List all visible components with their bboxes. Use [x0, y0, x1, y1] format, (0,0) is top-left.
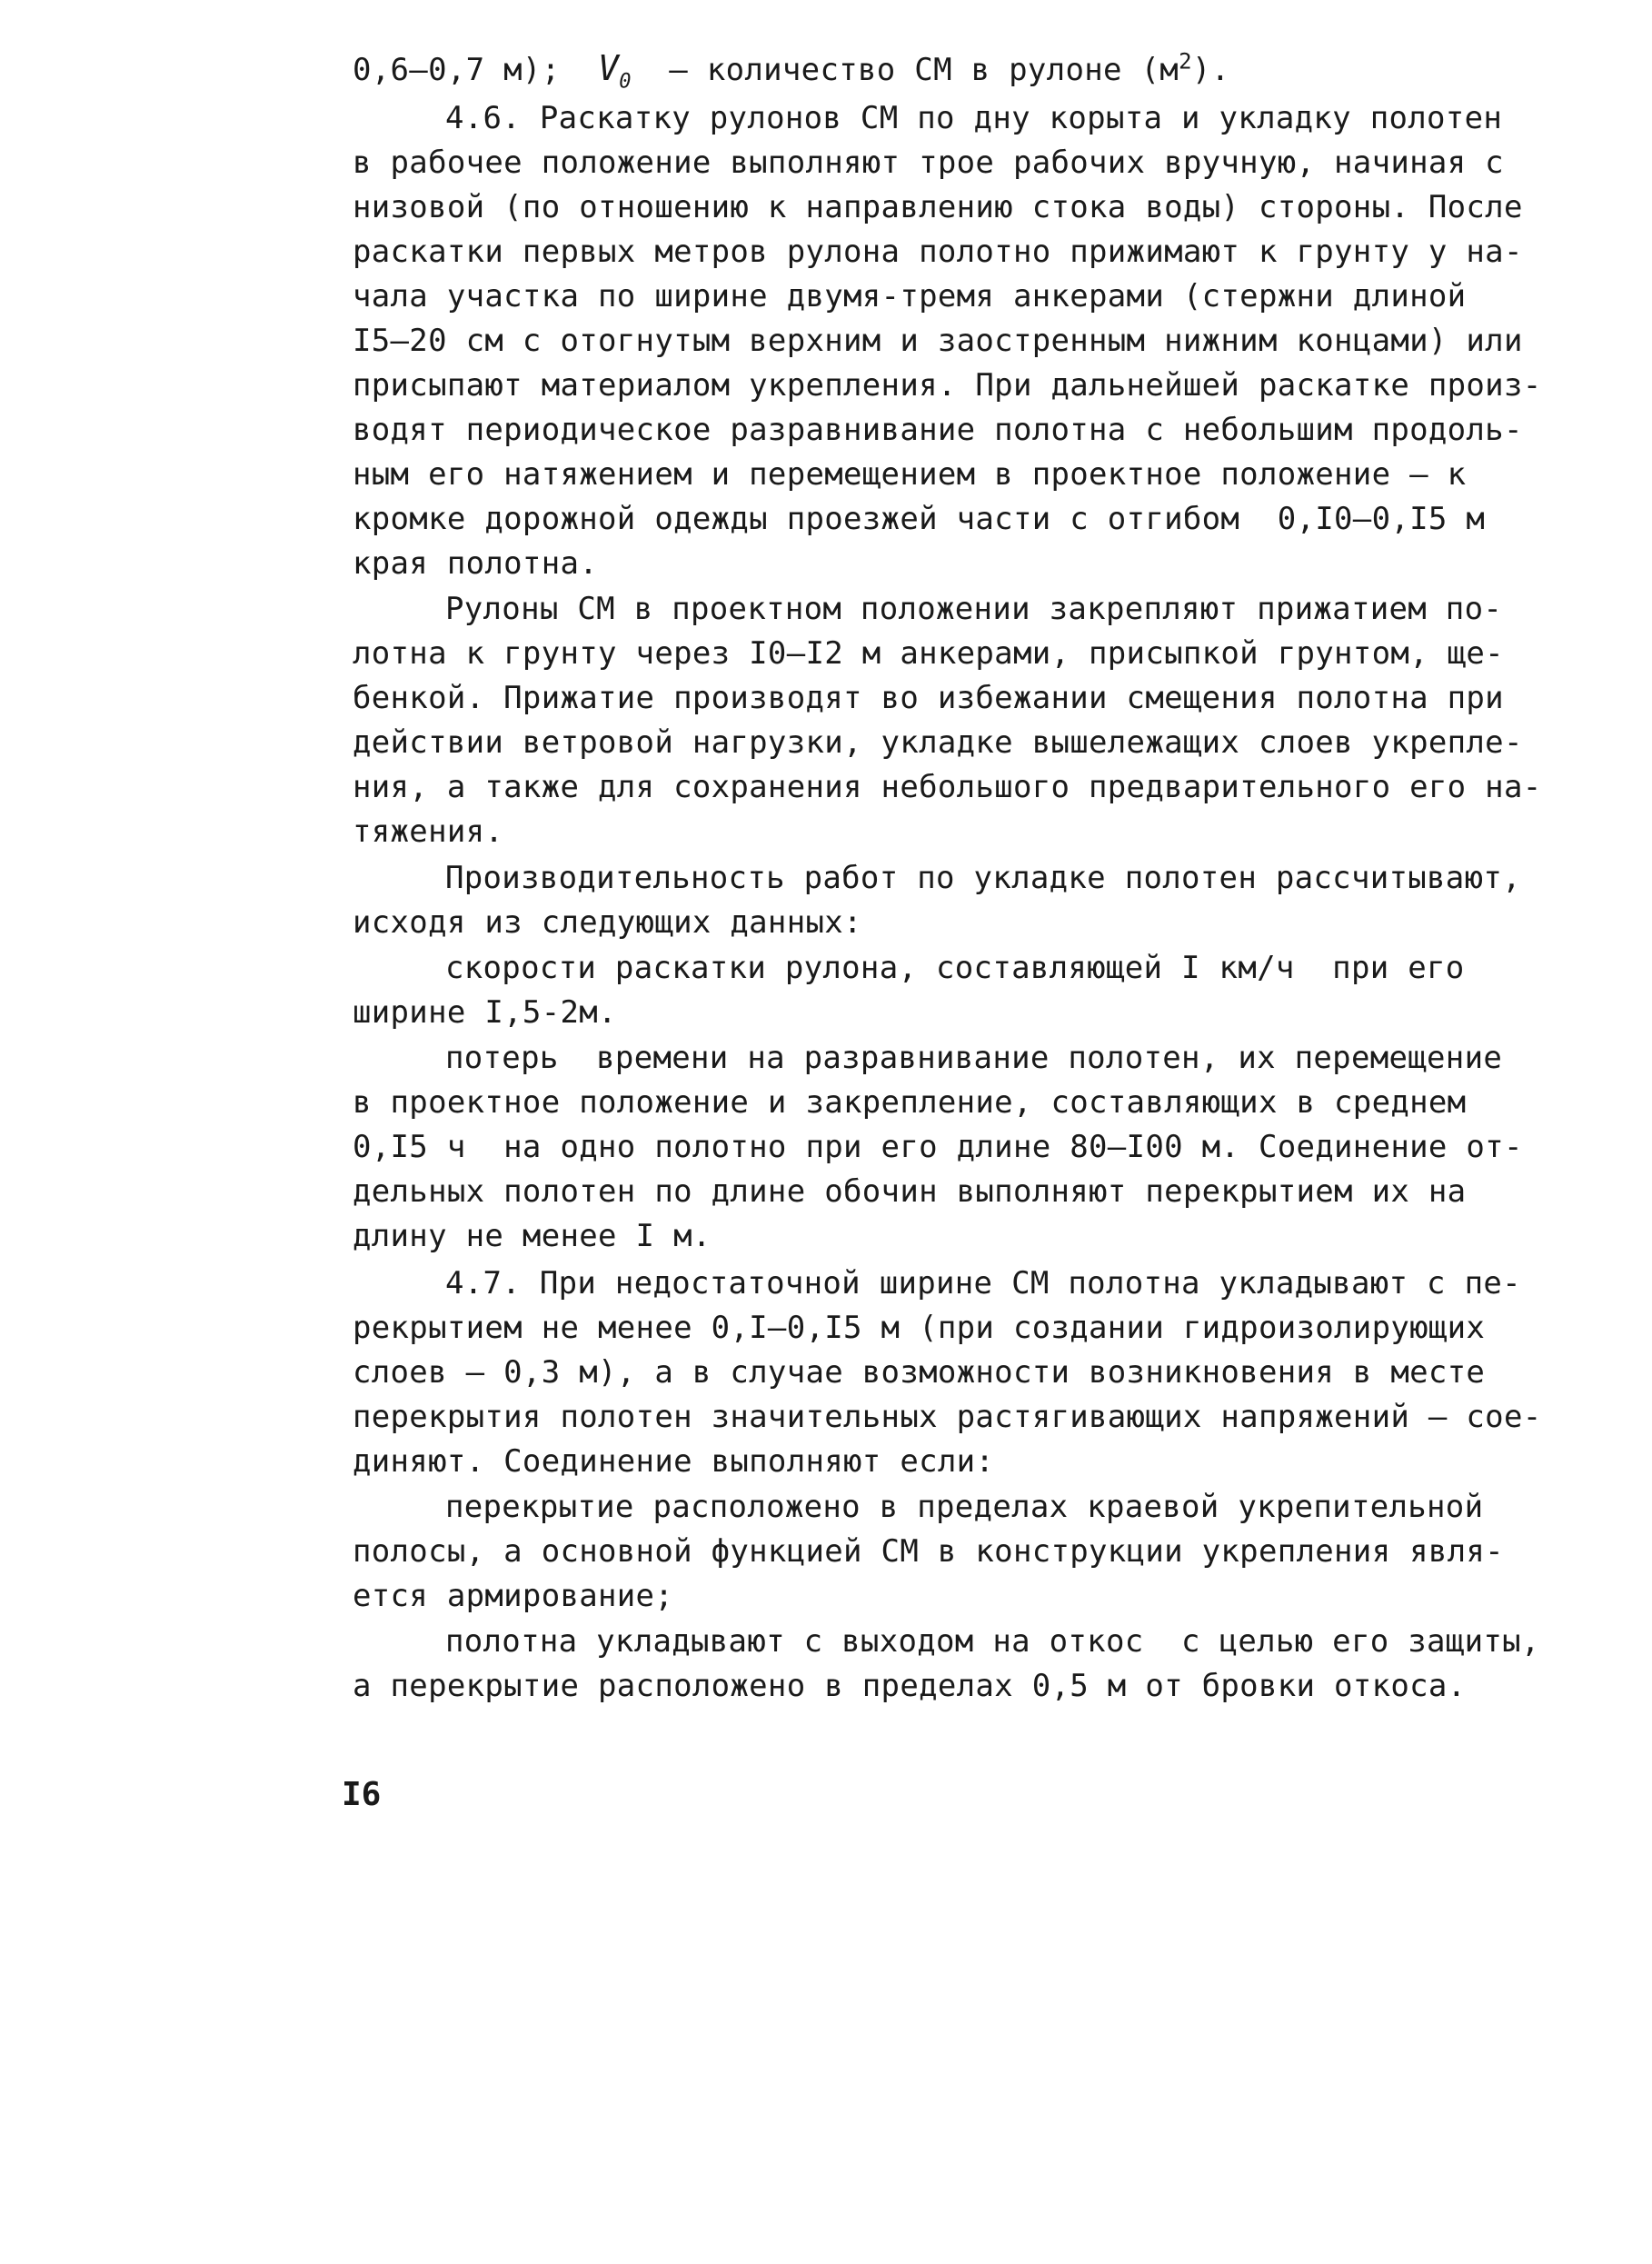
page-number: I6 — [342, 1776, 382, 1813]
text-line: диняют. Соединение выполняют если: — [353, 1443, 995, 1480]
text-line: I5–20 см с отогнутым верхним и заостренным нижним концами) или — [353, 323, 1523, 359]
first-line-suffix: – количество СМ в рулоне (м — [631, 52, 1179, 88]
text-line: ния, а также для сохранения небольшого предварительного его на- — [353, 769, 1542, 805]
v0-symbol — [598, 48, 632, 94]
text-line: 4.6. Раскатку рулонов СМ по дну корыта и укладку полотен — [445, 100, 1503, 136]
text-line: слоев – 0,3 м), а в случае возможности возникновения в месте — [353, 1354, 1486, 1391]
v0-letter: V — [598, 48, 620, 88]
text-line: перекрытие расположено в пределах краевой укрепительной — [445, 1489, 1484, 1525]
text-line-0 — [353, 50, 1229, 101]
text-line: ным его натяжением и перемещением в проектное положение – к — [353, 456, 1467, 493]
text-line: тяжения. — [353, 813, 504, 850]
superscript-2: 2 — [1179, 48, 1192, 75]
text-line: в рабочее положение выполняют трое рабочих вручную, начиная с — [353, 145, 1504, 181]
text-line: полотна укладывают с выходом на откос с целью его защиты, — [445, 1623, 1540, 1660]
text-line: раскатки первых метров рулона полотно прижимают к грунту у на- — [353, 234, 1523, 270]
text-line: низовой (по отношению к направлению стока воды) стороны. После — [353, 189, 1523, 225]
text-line: длину не менее I м. — [353, 1218, 712, 1254]
text-line: Производительность работ по укладке полотен рассчитывают, — [445, 860, 1521, 896]
text-line: Рулоны СМ в проектном положении закрепляют прижатием по- — [445, 591, 1503, 627]
text-line: края полотна. — [353, 545, 599, 582]
text-line: 4.7. При недостаточной ширине СМ полотна укладывают с пе- — [445, 1265, 1521, 1302]
text-line: бенкой. Прижатие производят во избежании смещения полотна при — [353, 680, 1504, 716]
text-line: рекрытием не менее 0,I–0,I5 м (при создании гидроизолирующих — [353, 1310, 1486, 1346]
text-line: водят периодическое разравнивание полотна с небольшим продоль- — [353, 412, 1523, 448]
text-line: в проектное положение и закрепление, составляющих в среднем — [353, 1084, 1467, 1121]
text-line: ется армирование; — [353, 1578, 674, 1614]
text-line: потерь времени на разравнивание полотен, их перемещение — [445, 1040, 1503, 1076]
text-line: перекрытия полотен значительных растягивающих напряжений – сое- — [353, 1399, 1542, 1435]
first-line-end: ). — [1191, 52, 1230, 88]
text-line: 0,I5 ч на одно полотно при его длине 80–I00 м. Соединение от- — [353, 1129, 1523, 1165]
text-line: а перекрытие расположено в пределах 0,5 м от бровки откоса. — [353, 1668, 1467, 1704]
text-line: скорости раскатки рулона, составляющей I км/ч при его — [445, 950, 1465, 986]
first-line-prefix: 0,6–0,7 м); — [353, 52, 599, 88]
text-line: исходя из следующих данных: — [353, 904, 862, 941]
text-line: полосы, а основной функцией СМ в конструкции укрепления явля- — [353, 1533, 1504, 1570]
text-line: действии ветровой нагрузки, укладке вышележащих слоев укрепле- — [353, 724, 1523, 761]
text-line: лотна к грунту через I0–I2 м анкерами, присыпкой грунтом, ще- — [353, 635, 1504, 672]
v0-subscript: 0 — [619, 70, 632, 94]
text-line: ширине I,5-2м. — [353, 994, 617, 1031]
text-line: кромке дорожной одежды проезжей части с отгибом 0,I0–0,I5 м — [353, 501, 1486, 537]
text-line: дельных полотен по длине обочин выполняют перекрытием их на — [353, 1173, 1467, 1210]
text-line: чала участка по ширине двумя-тремя анкерами (стержни длиной — [353, 278, 1467, 314]
text-line: присыпают материалом укрепления. При дальнейшей раскатке произ- — [353, 367, 1542, 404]
